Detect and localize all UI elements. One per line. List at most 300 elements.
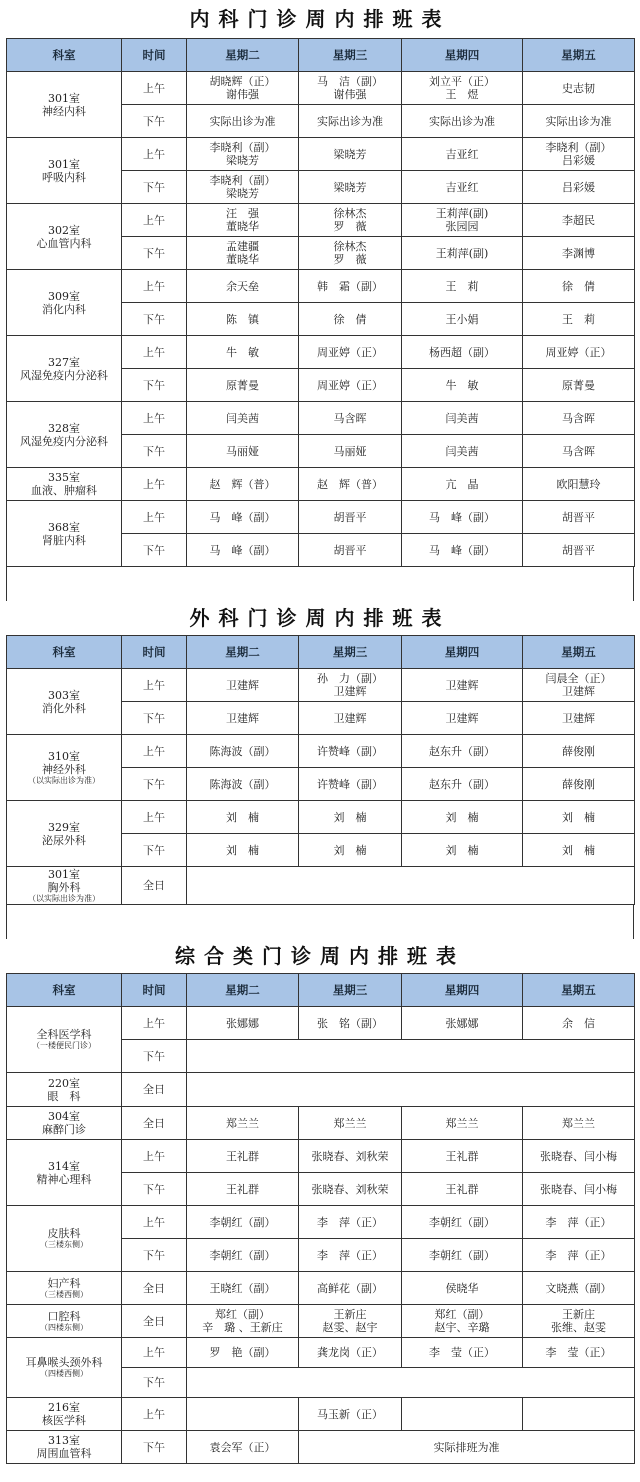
column-header: 星期四 xyxy=(402,39,523,72)
doctor-name: 徐 倩 xyxy=(333,312,367,326)
merged-empty-cell xyxy=(187,1040,635,1073)
doctor-cell xyxy=(402,204,523,237)
schedule-table xyxy=(6,635,635,905)
dept-name: 302室 xyxy=(48,223,80,237)
doctor-name: 周亚婷（正） xyxy=(317,345,383,359)
dept-cell xyxy=(7,336,122,402)
doctor-cell xyxy=(402,402,523,435)
dept-note: （以实际出诊为准） xyxy=(28,775,100,785)
doctor-cell xyxy=(402,801,523,834)
dept-name: 335室 xyxy=(48,471,80,484)
dept-name: 麻醉门诊 xyxy=(42,1123,86,1136)
doctor-name: 马 峰（副） xyxy=(429,510,495,524)
doctor-name: 卫建辉 xyxy=(562,711,595,725)
table-row xyxy=(7,735,635,768)
dept-name: 神经外科 xyxy=(42,762,86,776)
doctor-cell xyxy=(402,834,523,867)
doctor-cell xyxy=(299,72,402,105)
column-header: 星期二 xyxy=(187,636,299,669)
doctor-name: 赵 辉（普） xyxy=(209,477,276,491)
time-cell: 全日 xyxy=(122,1272,187,1305)
doctor-name: 刘 楠 xyxy=(562,810,595,824)
dept-name: 血液、肿瘤科 xyxy=(31,484,97,497)
table-row xyxy=(7,1338,635,1368)
table-row xyxy=(7,1431,635,1464)
doctor-cell xyxy=(299,303,402,336)
doctor-name: 梁晓芳 xyxy=(333,147,367,161)
doctor-name: 陈海波（副） xyxy=(209,777,276,791)
doctor-name: 刘 楠 xyxy=(226,843,259,857)
column-header: 星期二 xyxy=(187,974,299,1007)
doctor-name: 张 铭（副） xyxy=(317,1016,383,1030)
doctor-cell xyxy=(523,171,635,204)
dept-note: （三楼西侧） xyxy=(40,1289,88,1299)
doctor-cell xyxy=(523,1140,635,1173)
time-cell: 上午 xyxy=(122,72,187,105)
dept-name: 消化内科 xyxy=(42,302,86,316)
table-row xyxy=(7,402,635,435)
doctor-name: 卫建辉 xyxy=(562,685,595,698)
dept-cell xyxy=(7,501,122,567)
doctor-cell xyxy=(523,402,635,435)
doctor-name: 实际出诊为准 xyxy=(429,114,495,128)
table-row xyxy=(7,1140,635,1173)
table-row xyxy=(7,1107,635,1140)
doctor-name: 周亚婷（正） xyxy=(545,345,612,359)
dept-cell xyxy=(7,1007,122,1073)
doctor-name: 李 萍（正） xyxy=(545,1215,612,1229)
doctor-cell xyxy=(299,1305,402,1338)
doctor-cell xyxy=(187,1107,299,1140)
doctor-cell xyxy=(187,1431,299,1464)
section-title: 综合类门诊周内排班表 xyxy=(175,944,465,968)
table-row xyxy=(7,669,635,702)
dept-note: （三楼东侧） xyxy=(40,1240,88,1249)
doctor-name: 王 莉 xyxy=(445,279,479,293)
dept-cell xyxy=(7,1140,122,1206)
doctor-cell xyxy=(523,1107,635,1140)
doctor-name: 郑兰兰 xyxy=(333,1116,367,1130)
column-header: 星期二 xyxy=(187,39,299,72)
doctor-name: 马 峰（副） xyxy=(209,543,276,557)
dept-name: 327室 xyxy=(48,355,80,369)
doctor-cell xyxy=(402,1173,523,1206)
doctor-cell xyxy=(299,336,402,369)
doctor-name: 胡晓辉（正） xyxy=(209,75,276,88)
doctor-name: 实际出诊为准 xyxy=(545,114,612,128)
column-header: 星期五 xyxy=(523,39,635,72)
dept-cell xyxy=(7,1305,122,1338)
doctor-name: 徐林杰 xyxy=(333,207,367,220)
header-row xyxy=(7,39,635,72)
doctor-name: 王莉萍(副) xyxy=(435,246,489,260)
doctor-cell xyxy=(299,1272,402,1305)
dept-name: 216室 xyxy=(48,1401,80,1414)
time-cell: 上午 xyxy=(122,1206,187,1239)
schedule-table xyxy=(6,973,635,1464)
doctor-cell xyxy=(299,138,402,171)
doctor-name: 郑兰兰 xyxy=(445,1116,479,1130)
doctor-cell xyxy=(299,1107,402,1140)
doctor-cell xyxy=(523,468,635,501)
doctor-name: 李 萍（正） xyxy=(317,1248,383,1262)
doctor-cell xyxy=(523,1305,635,1338)
dept-cell xyxy=(7,1398,122,1431)
doctor-cell xyxy=(187,1305,299,1338)
dept-name: 301室 xyxy=(48,157,80,171)
doctor-name: 牛 敏 xyxy=(445,378,479,392)
dept-name: 皮肤科 xyxy=(47,1227,81,1240)
doctor-cell xyxy=(187,138,299,171)
time-cell: 上午 xyxy=(122,336,187,369)
doctor-name: 卫建辉 xyxy=(333,685,367,698)
doctor-name: 刘 楠 xyxy=(445,843,479,857)
doctor-cell xyxy=(402,501,523,534)
dept-cell xyxy=(7,270,122,336)
doctor-name: 杨西超（副） xyxy=(429,345,495,359)
doctor-cell xyxy=(523,138,635,171)
doctor-cell xyxy=(299,534,402,567)
doctor-name: 张晓春、刘秋荣 xyxy=(311,1182,389,1196)
doctor-name: 郑红（副） xyxy=(215,1308,270,1321)
doctor-cell xyxy=(402,669,523,702)
doctor-name: 王小娟 xyxy=(445,312,479,326)
doctor-name: 胡晋平 xyxy=(333,510,367,524)
doctor-cell xyxy=(523,1272,635,1305)
doctor-name: 刘 楠 xyxy=(562,843,595,857)
dept-note: （一楼便民门诊） xyxy=(32,1041,96,1050)
time-cell: 上午 xyxy=(122,1338,187,1368)
dept-name: 心血管内科 xyxy=(36,236,92,250)
doctor-cell xyxy=(187,801,299,834)
doctor-name: 文晓燕（副） xyxy=(545,1281,612,1295)
doctor-cell xyxy=(299,1007,402,1040)
doctor-cell xyxy=(523,1206,635,1239)
column-header: 科室 xyxy=(7,636,122,669)
doctor-cell xyxy=(402,1140,523,1173)
doctor-cell xyxy=(402,171,523,204)
dept-name: 301室 xyxy=(48,867,80,881)
dept-cell xyxy=(7,735,122,801)
doctor-name: 马含晖 xyxy=(333,411,367,425)
doctor-name: 刘 楠 xyxy=(226,810,259,824)
doctor-cell xyxy=(187,834,299,867)
dept-cell xyxy=(7,669,122,735)
doctor-name: 李 萍（正） xyxy=(545,1248,612,1262)
table-row xyxy=(7,204,635,237)
doctor-cell xyxy=(402,105,523,138)
table-row xyxy=(7,270,635,303)
doctor-name: 王新庄 xyxy=(562,1308,595,1321)
time-cell: 下午 xyxy=(122,435,187,468)
doctor-cell xyxy=(523,1173,635,1206)
doctor-cell xyxy=(187,336,299,369)
doctor-cell xyxy=(299,834,402,867)
doctor-name: 李 萍（正） xyxy=(317,1215,383,1229)
doctor-cell xyxy=(187,669,299,702)
doctor-name: 王礼群 xyxy=(226,1149,259,1163)
doctor-cell xyxy=(402,435,523,468)
doctor-cell xyxy=(299,435,402,468)
doctor-name: 马玉新（正） xyxy=(317,1407,383,1421)
doctor-name: 原菁曼 xyxy=(562,378,595,392)
doctor-name: 史志韧 xyxy=(562,81,595,95)
doctor-name: 卫建辉 xyxy=(445,711,479,725)
doctor-name: 赵东升（副） xyxy=(429,744,495,758)
doctor-cell xyxy=(299,1140,402,1173)
doctor-cell xyxy=(402,468,523,501)
doctor-name: 马丽娅 xyxy=(226,444,259,458)
dept-name: 消化外科 xyxy=(42,701,86,715)
doctor-cell xyxy=(299,105,402,138)
doctor-name: 王莉萍(副) xyxy=(435,207,489,220)
doctor-name: 闫美茜 xyxy=(445,444,479,458)
table-row xyxy=(7,1073,635,1107)
doctor-cell xyxy=(299,270,402,303)
doctor-cell xyxy=(402,1305,523,1338)
doctor-cell xyxy=(187,369,299,402)
doctor-name: 张晓春、闫小梅 xyxy=(540,1149,617,1163)
doctor-name: 马 峰（副） xyxy=(429,543,495,557)
doctor-name: 许赞峰（副） xyxy=(317,744,383,758)
doctor-cell xyxy=(187,768,299,801)
table-row xyxy=(7,1007,635,1040)
section-title: 外科门诊周内排班表 xyxy=(189,606,451,630)
doctor-name: 张娜娜 xyxy=(445,1016,479,1030)
dept-name: 口腔科 xyxy=(47,1309,81,1323)
doctor-name: 李朝红（副） xyxy=(429,1248,495,1262)
doctor-name: 吕彩媛 xyxy=(562,180,595,194)
column-header: 星期三 xyxy=(299,636,402,669)
doctor-cell xyxy=(402,336,523,369)
table-row xyxy=(7,468,635,501)
doctor-name: 袁会军（正） xyxy=(209,1440,276,1454)
doctor-name: 刘 楠 xyxy=(333,843,367,857)
time-cell: 下午 xyxy=(122,105,187,138)
time-cell: 下午 xyxy=(122,237,187,270)
doctor-cell xyxy=(299,1173,402,1206)
doctor-name: 郑兰兰 xyxy=(562,1116,595,1130)
doctor-name: 张娜娜 xyxy=(226,1016,259,1030)
doctor-name: 刘 楠 xyxy=(445,810,479,824)
doctor-cell xyxy=(187,435,299,468)
doctor-name: 韩 霜（副） xyxy=(317,279,383,293)
doctor-cell xyxy=(187,1173,299,1206)
dept-name: 妇产科 xyxy=(47,1276,81,1290)
doctor-name: 王 莉 xyxy=(562,312,595,326)
section-spacer xyxy=(6,905,634,939)
table-row xyxy=(7,801,635,834)
table-row xyxy=(7,1305,635,1338)
doctor-cell xyxy=(523,1398,635,1431)
doctor-name: 李超民 xyxy=(562,213,595,227)
doctor-name: 李晓利（副） xyxy=(209,174,276,187)
table-row xyxy=(7,1206,635,1239)
time-cell: 下午 xyxy=(122,1173,187,1206)
dept-cell xyxy=(7,138,122,204)
doctor-cell xyxy=(187,1206,299,1239)
doctor-name: 王晓红（副） xyxy=(209,1281,276,1295)
doctor-name: 王礼群 xyxy=(445,1182,479,1196)
column-header: 科室 xyxy=(7,39,122,72)
time-cell: 上午 xyxy=(122,138,187,171)
dept-note: （四楼西侧） xyxy=(40,1369,88,1378)
header-row xyxy=(7,636,635,669)
doctor-name: 原菁曼 xyxy=(226,378,259,392)
column-header: 星期四 xyxy=(402,636,523,669)
doctor-cell xyxy=(523,270,635,303)
dept-name: 眼 科 xyxy=(47,1089,81,1103)
doctor-cell xyxy=(523,72,635,105)
doctor-name: 闫美茜 xyxy=(445,411,479,425)
time-cell: 全日 xyxy=(122,1073,187,1107)
doctor-cell xyxy=(402,1272,523,1305)
doctor-cell xyxy=(523,105,635,138)
time-cell: 上午 xyxy=(122,1140,187,1173)
doctor-name: 牛 敏 xyxy=(226,345,259,359)
doctor-cell xyxy=(402,1007,523,1040)
doctor-cell xyxy=(187,402,299,435)
doctor-name: 实际出诊为准 xyxy=(209,114,276,128)
time-cell: 下午 xyxy=(122,834,187,867)
doctor-name: 亢 晶 xyxy=(445,477,479,491)
column-header: 时间 xyxy=(122,636,187,669)
doctor-name: 李朝红（副） xyxy=(209,1215,276,1229)
section-title: 内科门诊周内排班表 xyxy=(189,7,451,31)
doctor-name: 郑红（副） xyxy=(434,1308,490,1321)
table-row xyxy=(7,336,635,369)
dept-note: （四楼东侧） xyxy=(40,1322,88,1332)
doctor-name: 罗 艳（副） xyxy=(209,1346,276,1359)
dept-name: 核医学科 xyxy=(42,1414,86,1427)
doctor-cell xyxy=(523,1007,635,1040)
doctor-cell xyxy=(402,303,523,336)
doctor-name: 董晓华 xyxy=(226,253,259,266)
dept-name: 精神心理科 xyxy=(36,1172,92,1186)
dept-name: 368室 xyxy=(48,520,80,534)
time-cell: 全日 xyxy=(122,1305,187,1338)
doctor-name: 刘 楠 xyxy=(333,810,367,824)
doctor-name: 余天垒 xyxy=(226,279,259,293)
doctor-name: 龚龙岗（正） xyxy=(317,1346,383,1359)
doctor-cell xyxy=(523,1239,635,1272)
doctor-name: 徐林杰 xyxy=(333,240,367,253)
time-cell: 上午 xyxy=(122,402,187,435)
dept-cell xyxy=(7,204,122,270)
dept-name: 泌尿外科 xyxy=(42,833,86,847)
doctor-name: 陈 镇 xyxy=(226,312,259,326)
time-cell: 下午 xyxy=(122,1431,187,1464)
doctor-cell xyxy=(187,735,299,768)
dept-cell xyxy=(7,1206,122,1272)
time-cell: 上午 xyxy=(122,1007,187,1040)
doctor-cell xyxy=(187,702,299,735)
table-row xyxy=(7,138,635,171)
doctor-cell xyxy=(299,768,402,801)
dept-name: 周围血管科 xyxy=(36,1447,92,1460)
doctor-name: 梁晓芳 xyxy=(226,154,259,167)
doctor-cell xyxy=(402,1239,523,1272)
dept-name: 风湿免疫内分泌科 xyxy=(20,368,108,382)
dept-cell xyxy=(7,867,122,905)
doctor-cell xyxy=(402,72,523,105)
table-row xyxy=(7,1398,635,1431)
doctor-cell xyxy=(299,237,402,270)
doctor-name: 谢伟强 xyxy=(226,88,259,101)
doctor-name: 董晓华 xyxy=(226,220,259,233)
doctor-cell xyxy=(187,1007,299,1040)
time-cell: 上午 xyxy=(122,735,187,768)
time-cell: 下午 xyxy=(122,171,187,204)
doctor-name: 李 莹（正） xyxy=(545,1346,612,1359)
doctor-name: 李朝红（副） xyxy=(429,1215,495,1229)
doctor-cell xyxy=(187,1272,299,1305)
doctor-name: 赵宇、辛璐 xyxy=(434,1321,490,1334)
dept-name: 314室 xyxy=(48,1159,80,1173)
doctor-name: 梁晓芳 xyxy=(333,180,367,194)
doctor-name: 吉亚红 xyxy=(445,147,479,161)
dept-name: 神经内科 xyxy=(42,104,86,118)
doctor-name: 薛俊刚 xyxy=(562,777,595,791)
doctor-cell xyxy=(187,204,299,237)
table-row xyxy=(7,1272,635,1305)
time-cell: 下午 xyxy=(122,1239,187,1272)
schedule-table xyxy=(6,38,635,567)
doctor-name: 赵东升（副） xyxy=(429,777,495,791)
dept-cell xyxy=(7,1338,122,1398)
doctor-cell xyxy=(299,669,402,702)
dept-cell xyxy=(7,468,122,501)
time-cell: 上午 xyxy=(122,669,187,702)
doctor-cell xyxy=(187,1398,299,1431)
column-header: 星期五 xyxy=(523,974,635,1007)
doctor-name: 李渊博 xyxy=(562,246,595,260)
column-header: 时间 xyxy=(122,974,187,1007)
doctor-cell xyxy=(187,270,299,303)
dept-name: 303室 xyxy=(48,688,80,702)
doctor-cell xyxy=(523,204,635,237)
doctor-name: 李朝红（副） xyxy=(209,1248,276,1262)
time-cell: 上午 xyxy=(122,501,187,534)
doctor-cell xyxy=(402,1338,523,1368)
merged-empty-cell xyxy=(187,1073,635,1107)
dept-cell xyxy=(7,402,122,468)
table-row xyxy=(7,501,635,534)
doctor-name: 马含晖 xyxy=(562,411,595,425)
dept-name: 肾脏内科 xyxy=(42,533,86,547)
doctor-cell xyxy=(299,204,402,237)
doctor-cell xyxy=(299,1239,402,1272)
doctor-name: 卫建辉 xyxy=(333,711,367,725)
time-cell: 全日 xyxy=(122,867,187,905)
doctor-name: 李晓利（副） xyxy=(209,141,276,154)
table-row xyxy=(7,867,635,905)
time-cell: 全日 xyxy=(122,1107,187,1140)
doctor-name: 刘立平（正） xyxy=(429,75,495,88)
doctor-name: 张维、赵雯 xyxy=(551,1321,606,1334)
doctor-cell xyxy=(523,534,635,567)
doctor-name: 闫晨全（正） xyxy=(545,672,612,685)
doctor-cell xyxy=(523,1338,635,1368)
doctor-name: 卫建辉 xyxy=(226,678,259,692)
doctor-name: 罗 薇 xyxy=(333,220,367,233)
doctor-name: 马 洁（副） xyxy=(317,75,383,88)
doctor-cell xyxy=(187,1239,299,1272)
section-spacer xyxy=(6,567,634,601)
dept-cell xyxy=(7,72,122,138)
doctor-name: 吉亚红 xyxy=(445,180,479,194)
dept-name: 328室 xyxy=(48,421,80,435)
